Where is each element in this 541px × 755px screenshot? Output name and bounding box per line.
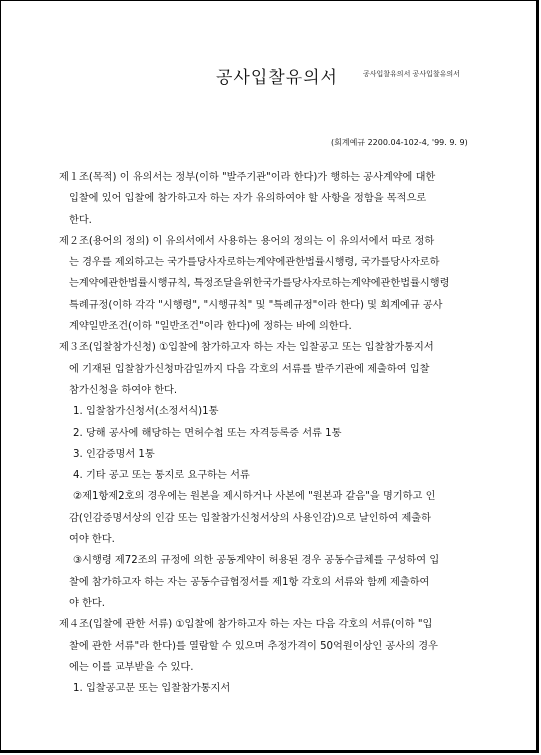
document-title: 공사입찰유의서 bbox=[216, 68, 338, 88]
text-line: 제１조(목적) 이 유의서는 정부(이하 "발주기관"이라 한다)가 행하는 공사계약에 대한 bbox=[59, 172, 436, 183]
document-title-small: 공사입찰유의서 공사입찰유의서 bbox=[363, 70, 460, 78]
text-line: 특례규정(이하 각각 "시행령", "시행규칙" 및 "특례규정"이라 한다) 및 회계예규 공사 bbox=[69, 299, 443, 311]
text-line: 여야 한다. bbox=[69, 534, 115, 546]
text-line: ③시행령 제72조의 규정에 의한 공동계약이 허용된 경우 공동수급체를 구성하여 입 bbox=[73, 555, 440, 567]
text-line: 제２조(용어의 정의) 이 유의서에서 사용하는 용어의 정의는 이 유의서에서 따로 정하 bbox=[59, 235, 435, 247]
text-line: 1. 입찰공고문 또는 입찰참가통지서 bbox=[73, 683, 231, 695]
text-line: 야 한다. bbox=[69, 597, 105, 609]
text-line: 찰에 관한 서류"라 한다)를 열람할 수 있으며 추정가격이 50억원이상인 공사의 경우 bbox=[69, 640, 438, 652]
text-line: 1. 입찰참가신청서(소정서식)1통 bbox=[73, 406, 219, 418]
text-line: 입찰에 있어 입찰에 참가하고자 하는 자가 유의하여야 할 사항을 정함을 목적으로 bbox=[69, 193, 427, 205]
text-line: 감(인감증명서상의 인감 또는 입찰참가신청서상의 사용인감)으로 날인하여 제출하 bbox=[69, 512, 431, 524]
text-line: 제３조(입찰참가신청) ①입찰에 참가하고자 하는 자는 입찰공고 또는 입찰참가통지서 bbox=[59, 342, 434, 354]
text-line: 참가신청을 하여야 한다. bbox=[69, 384, 178, 396]
text-line: 제４조(입찰에 관한 서류) ①입찰에 참가하고자 하는 자는 다음 각호의 서류(이하 "입 bbox=[59, 619, 433, 631]
text-line: 2. 당해 공사에 해당하는 면허수첩 또는 자격등록증 서류 1통 bbox=[73, 427, 342, 439]
text-line: 한다. bbox=[69, 214, 92, 226]
text-line: 4. 기타 공고 또는 통지로 요구하는 서류 bbox=[73, 470, 250, 482]
text-line: 에는 이를 교부받을 수 있다. bbox=[69, 661, 194, 673]
text-line: 3. 인감증명서 1통 bbox=[73, 448, 155, 460]
text-line: ②제1항제2호의 경우에는 원본을 제시하거나 사본에 "원본과 같음"을 명기하고 인 bbox=[73, 491, 436, 503]
text-line: 계약일반조건(이하 "일반조건"이라 한다)에 정하는 바에 의한다. bbox=[69, 321, 352, 333]
text-line: 에 기재된 입찰참가신청마감일까지 다음 각호의 서류를 발주기관에 제출하여 입찰 bbox=[69, 363, 430, 375]
document-body bbox=[59, 167, 491, 699]
text-line: 는계약에관한법률시행규칙, 특정조달을위한국가를당사자로하는계약에관한법률시행령 bbox=[69, 278, 450, 290]
reference-note: (회계예규 2200.04-102-4, '99. 9. 9) bbox=[331, 138, 468, 147]
text-line: 는 경우를 제외하고는 국가를당사자로하는계약에관한법률시행령, 국가를당사자로하 bbox=[69, 257, 440, 269]
text-line: 찰에 참가하고자 하는 자는 공동수급협정서를 제1항 각호의 서류와 함께 제출하여 bbox=[69, 576, 430, 588]
